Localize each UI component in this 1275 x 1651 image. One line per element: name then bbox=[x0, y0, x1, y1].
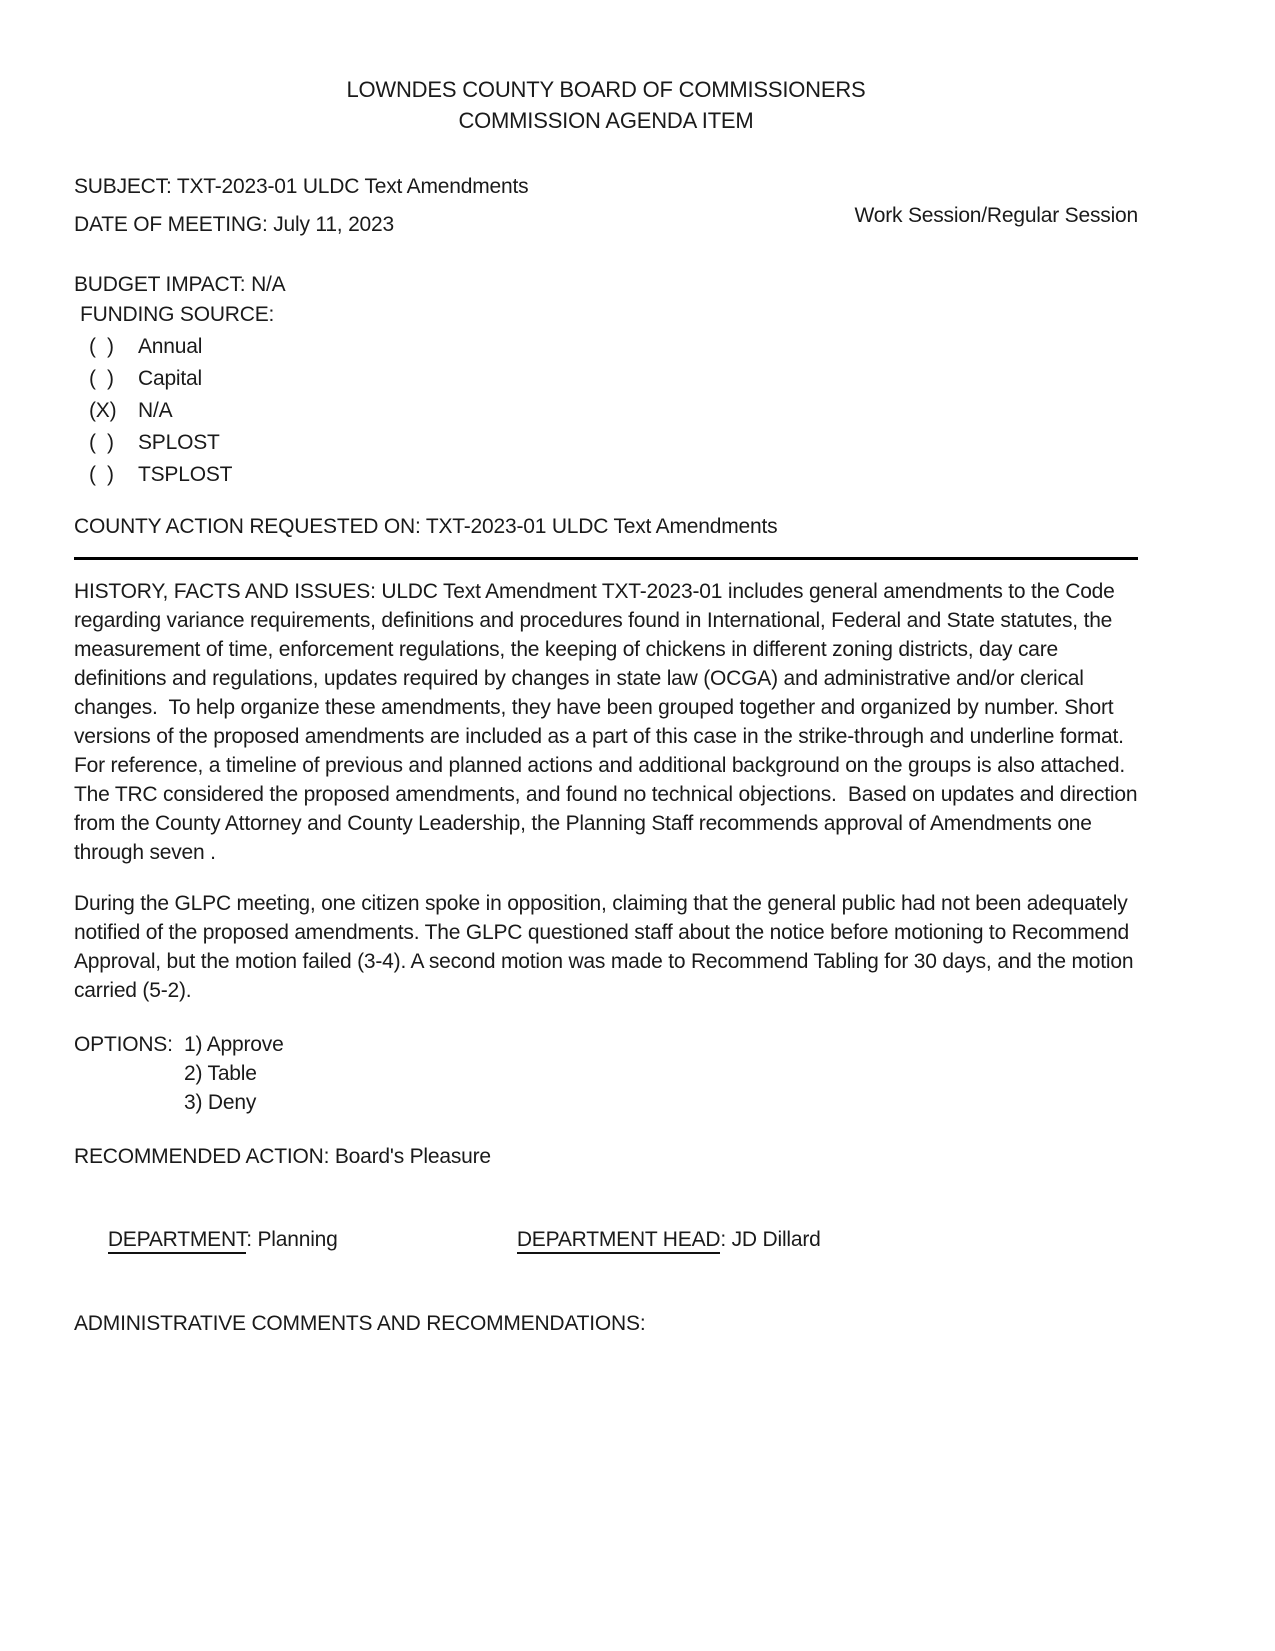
admin-comments-heading: ADMINISTRATIVE COMMENTS AND RECOMMENDATIONS: bbox=[74, 1312, 646, 1335]
department-label: DEPARTMENT bbox=[108, 1228, 246, 1254]
section-divider bbox=[74, 557, 1138, 560]
funding-option-na bbox=[89, 395, 1138, 427]
option-item-table: 2) Table bbox=[184, 1062, 257, 1085]
funding-option-label: SPLOST bbox=[138, 431, 220, 454]
checkbox-mark: ( ) bbox=[89, 335, 114, 358]
department-head-field bbox=[483, 1196, 821, 1283]
options-block bbox=[74, 1030, 1138, 1117]
history-paragraph: HISTORY, FACTS AND ISSUES: ULDC Text Amendment TXT-2023-01 includes general amendments to the Code regarding variance requirements, definitions and procedures found in International, Federal and State statutes, the measurement of time, enforcement regulations, the keeping of chickens in different zoning districts, day care definitions and regulations, updates required by changes in state law (OCGA) and administrative and/or clerical changes. To help organize these amendments, they have been grouped together and organized by number. Short versions of the proposed amendments are included as a part of this case in the strike-through and underline format. For reference, a timeline of previous and planned actions and additional background on the groups is also attached. The TRC considered the proposed amendments, and found no technical objections. Based on updates and direction from the County Attorney and County Leadership, the Planning Staff recommends approval of Amendments one through seven . bbox=[74, 580, 1143, 864]
funding-option-label: Annual bbox=[138, 335, 203, 358]
department-head-value: : JD Dillard bbox=[720, 1228, 821, 1251]
budget-impact: BUDGET IMPACT: N/A bbox=[74, 273, 286, 296]
funding-option-splost bbox=[89, 427, 1138, 459]
funding-source-section bbox=[74, 299, 1138, 491]
recommended-action: RECOMMENDED ACTION: Board's Pleasure bbox=[74, 1145, 491, 1168]
checkbox-mark-checked: (X) bbox=[89, 399, 117, 422]
date-of-meeting: DATE OF MEETING: July 11, 2023 bbox=[74, 213, 394, 236]
department-head-label: DEPARTMENT HEAD bbox=[517, 1228, 721, 1254]
subject-line: SUBJECT: TXT-2023-01 ULDC Text Amendments bbox=[74, 175, 529, 198]
options-label: OPTIONS: bbox=[74, 1033, 173, 1056]
page-title: LOWNDES COUNTY BOARD OF COMMISSIONERS bbox=[346, 77, 866, 102]
glpc-paragraph: During the GLPC meeting, one citizen spoke in opposition, claiming that the general public had not been adequately notified of the proposed amendments. The GLPC questioned staff about the notice before motioning to Recommend Approval, but the motion failed (3-4). A second motion was made to Recommend Tabling for 30 days, and the motion carried (5-2). bbox=[74, 892, 1139, 1002]
department-field bbox=[74, 1196, 483, 1283]
funding-option-label: Capital bbox=[138, 367, 202, 390]
funding-option-label: N/A bbox=[138, 399, 173, 422]
document-header bbox=[74, 74, 1138, 136]
options-list bbox=[184, 1030, 284, 1117]
county-action-heading: COUNTY ACTION REQUESTED ON: TXT-2023-01 ULDC Text Amendments bbox=[74, 515, 778, 538]
meeting-row bbox=[74, 204, 1138, 239]
option-item-approve: 1) Approve bbox=[184, 1033, 284, 1056]
department-value: : Planning bbox=[246, 1228, 338, 1251]
funding-option-label: TSPLOST bbox=[138, 463, 233, 486]
checkbox-mark: ( ) bbox=[89, 431, 114, 454]
funding-option-annual bbox=[89, 331, 1138, 363]
session-type: Work Session/Regular Session bbox=[854, 204, 1138, 227]
funding-option-tsplost bbox=[89, 459, 1138, 491]
funding-option-capital bbox=[89, 363, 1138, 395]
option-item-deny: 3) Deny bbox=[184, 1091, 257, 1114]
department-row bbox=[74, 1196, 1138, 1283]
funding-source-label: FUNDING SOURCE: bbox=[80, 303, 275, 326]
checkbox-mark: ( ) bbox=[89, 463, 114, 486]
page-subtitle: COMMISSION AGENDA ITEM bbox=[458, 108, 754, 133]
checkbox-mark: ( ) bbox=[89, 367, 114, 390]
